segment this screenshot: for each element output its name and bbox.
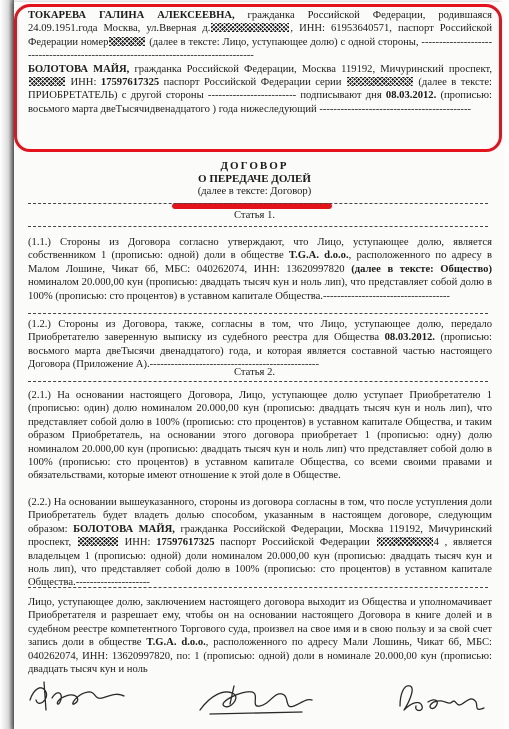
- article-2-heading: Статья 2.: [233, 367, 276, 378]
- signing-date: 08.03.2012.: [385, 90, 437, 102]
- scan-edge: [0, 0, 14, 729]
- redaction-mark: [78, 537, 118, 546]
- divider: [28, 226, 488, 227]
- signature-middle: [190, 676, 320, 722]
- clause-1-2: (1.2.) Стороны из Договора, также, согласны в том, что Лицо, уступающее долю, передало Приобретателю заверенную выписку из судебного реестра для Общества 08.03.2012. (прописью: восьмого марта двеТысячи двенадцатого) года, и которая является составной частью настоящего Договора (Приложение А).------------------------------------------------: [28, 319, 492, 371]
- party-one-name: ТОКАРЕВА ГАЛИНА АЛЕКСЕЕВНА,: [28, 10, 235, 21]
- acquirer-name: БОЛОТОВА МАЙЯ,: [73, 523, 175, 535]
- divider: [28, 587, 488, 588]
- company-name: T.G.A. d.o.o.: [146, 637, 206, 649]
- divider: [28, 203, 488, 204]
- party-one-paragraph: ТОКАРЕВА ГАЛИНА АЛЕКСЕЕВНА, гражданка Российской Федерации, родившаяся 24.09.1951.года Москва, ул.Вверная д. , ИНН: 61953640571, паспорт Российской Федерации номер (далее в тексте: Лицо, уступающее долю) с одной стороны, ------------------------------------------------------------------------------------: [28, 10, 493, 62]
- clause-2-2: (2.2.) На основании вышеуказанного, стороны из договора согласны в том, что после уступления доли Приобретатель будет владеть долью способом, указанным в настоящем договоре, следующим образом: БОЛОТОВА МАЙЯ, гражданка Российской Федерации, Москва 119192, Мичуринский проспект, ИНН: 17597617325 паспорт Российской Федерации 4 , является владельцем 1 (прописью: одной) доли номиналом 20.000,00 кун (прописью: двадцать тысяч кун и ноль лип), что представляет собой долю в 100% (прописью: сто процентов) в уставном капитале Общества.---------------------: [28, 497, 492, 589]
- divider: [28, 313, 488, 314]
- document-title: ДОГОВОР: [220, 160, 289, 172]
- article-1-heading: Статья 1.: [233, 210, 276, 221]
- party-two-name: БОЛОТОВА МАЙЯ,: [28, 63, 130, 75]
- signature-right: [390, 672, 500, 722]
- red-highlight-frame: [14, 4, 502, 152]
- company-name: T.G.A. d.o.o.: [288, 250, 349, 262]
- document-subtitle: О ПЕРЕДАЧЕ ДОЛЕЙ: [198, 173, 311, 185]
- redaction-mark: [377, 537, 433, 546]
- divider: [28, 381, 488, 382]
- extract-date: 08.03.2012.: [384, 332, 435, 344]
- acquirer-inn: 17597617325: [156, 537, 215, 549]
- clause-2-1: (2.1.) На основании настоящего Договора, Лицо, уступающее долю уступает Приобретателю 1 (прописью: один) долю номиналом 20.000,00 кун (прописью: двадцать тысяч кун и ноль лип), что представляет собой долю в 100% (прописью: сто процентов) в уставном капитале Общества, и таким образом Приобретатель, на основании этого договора приобретает 1 (прописью: одну) долю номиналом 20.000,00 кун (прописью: двадцать тысяч кун и ноль лип) что представляет собой долю в 100% (прописью: сто процентов) в уставном капитале Общества, со всеми своими правами и обязательствами, которые имеют отношение к этой доле в Обществе.: [28, 390, 492, 482]
- clause-1-1: (1.1.) Стороны из Договора согласно утверждают, что Лицо, уступающее долю, является собственником 1 (прописью: одной) доли в обществе T.G.A. d.o.o., расположенного по адресу в Малом Лошине, Чикат 6б, МБС: 040262074, ИНН: 13620997820 (далее в тексте: Общество) номиналом 20.000,00 кун (прописью: двадцать тысяч кун и ноль лип), что представляет собой долю в 100% (прописью: сто процентов) в уставном капитале Общества.------------------------------------: [28, 237, 492, 302]
- party-two-inn: 17597617325: [100, 77, 160, 89]
- document-note: (далее в тексте: Договор): [197, 186, 312, 197]
- signature-left: [24, 670, 144, 720]
- clause-2-3: Лицо, уступающее долю, заключением настоящего договора выходит из Общества и уполномачивает Приобретателя и разрешает ему, чтобы он на основании настоящего Договора в книге долей и в судебном реестре компетентного Торгового суда, произвел на свое имя и в свою пользу и за свой счет запись доли в обществе T.G.A. d.o.o., расположенного по адресу Мали Лошинь, Чикат 6б, МБС: 040262074, ИНН: 13620997820, по: 1 (прописью: одной) доли в номинале 20.000,00 кун (прописью: двадцать тысяч кун и ноль: [28, 597, 492, 676]
- party-two-paragraph: БОЛОТОВА МАЙЯ, гражданка Российской Федерации, Москва 119192, Мичуринский проспект, ИНН: 17597617325 паспорт Российской Федерации серии (далее в тексте: ПРИОБРЕТАТЕЛЬ) с другой стороны ------------------------- подписывают дня 08.03.2012. (прописью: восьмого марта двеTысячидвенадцатого ) года нижеследующий -------------------------------------------: [28, 63, 492, 115]
